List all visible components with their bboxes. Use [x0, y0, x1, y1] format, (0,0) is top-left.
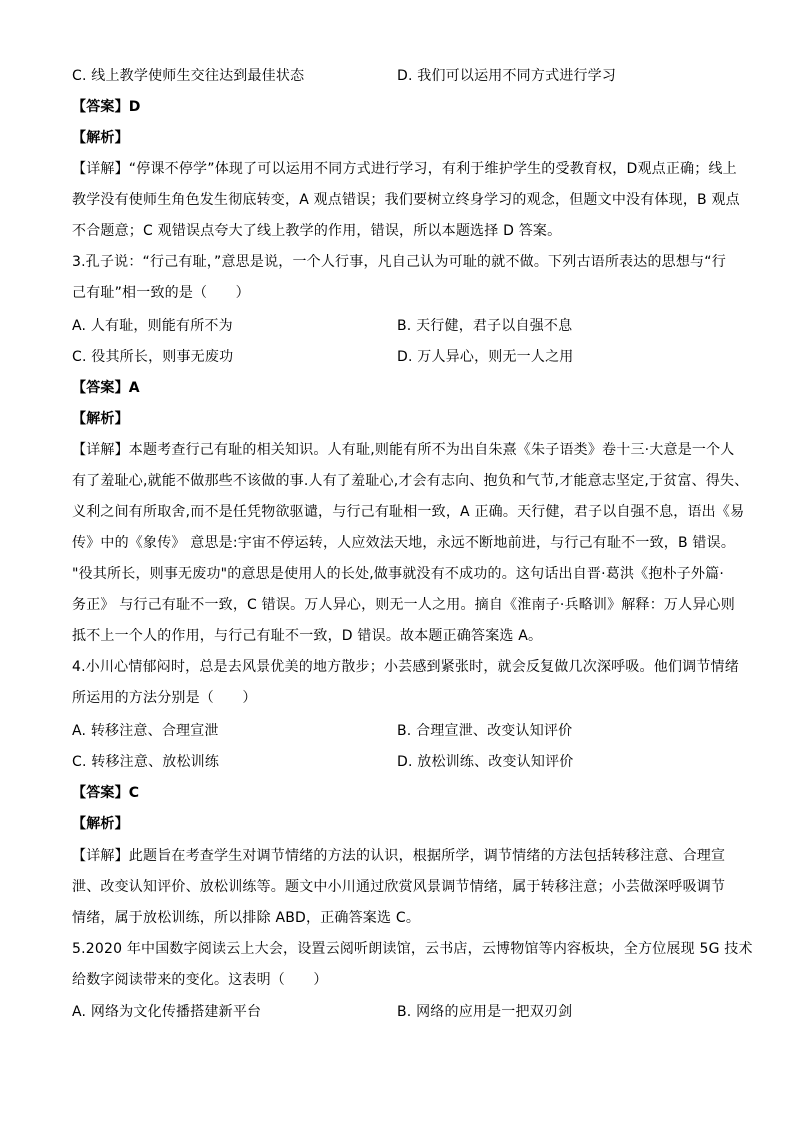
question-stem: 己有耻”相一致的是（ ） — [72, 285, 250, 301]
option-c: C. 转移注意、放松训练 — [72, 754, 220, 770]
answer-label: 【答案】D — [72, 99, 141, 115]
question-stem: 给数字阅读带来的变化。这表明（ ） — [72, 972, 328, 988]
question-stem: 5.2020 年中国数字阅读云上大会，设置云阅听朗读馆，云书店，云博物馆等内容板块，全方位展现 5G 技术 — [72, 941, 753, 957]
question-stem: 4.小川心情郁闷时，总是去风景优美的地方散步；小芸感到紧张时，就会反复做几次深呼吸。他们调节情绪 — [72, 659, 739, 675]
detail-line: 务正》 与行己有耻不一致，C 错误。万人异心，则无一人之用。摘自《淮南子·兵略训》解释：万人异心则 — [72, 597, 735, 613]
option-a: A. 人有耻，则能有所不为 — [72, 318, 233, 334]
question-stem: 3.孔子说：“行己有耻，”意思是说，一个人行事，凡自己认为可耻的就不做。下列古语所表达的思想与“行 — [72, 254, 726, 270]
option-b: B. 天行健，君子以自强不息 — [397, 318, 573, 334]
answer-label: 【答案】A — [72, 380, 140, 396]
option-c: C. 役其所长，则事无废功 — [72, 349, 234, 365]
detail-line: 【详解】“停课不停学”体现了可以运用不同方式进行学习，有利于维护学生的受教育权，D观点正确；线上 — [72, 161, 737, 177]
option-d: D. 我们可以运用不同方式进行学习 — [397, 68, 617, 84]
answer-label: 【答案】C — [72, 785, 140, 801]
analysis-label: 【解析】 — [72, 411, 129, 427]
detail-line: 【详解】本题考查行己有耻的相关知识。人有耻,则能有所不为出自朱熹《朱子语类》卷十三·大意是一个人 — [72, 442, 735, 458]
detail-line: 【详解】此题旨在考查学生对调节情绪的方法的认识，根据所学，调节情绪的方法包括转移注意、合理宣 — [72, 848, 726, 864]
detail-line: 抵不上一个人的作用，与行己有耻不一致，D 错误。故本题正确答案选 A。 — [72, 628, 543, 644]
question-stem: 所运用的方法分别是（ ） — [72, 690, 257, 706]
option-c: C. 线上教学使师生交往达到最佳状态 — [72, 68, 305, 84]
detail-line: 情绪，属于放松训练，所以排除 ABD，正确答案选 C。 — [72, 910, 421, 926]
option-b: B. 网络的应用是一把双刃剑 — [397, 1004, 573, 1020]
analysis-label: 【解析】 — [72, 816, 129, 832]
detail-line: 有了羞耻心,就能不做那些不该做的事.人有了羞耻心,才会有志向、抱负和气节,才能意志坚定,于贫富、得失、 — [72, 473, 749, 489]
detail-line: 教学没有使师生角色发生彻底转变，A 观点错误；我们要树立终身学习的观念，但题文中没有体现，B 观点 — [72, 192, 740, 208]
option-d: D. 万人异心，则无一人之用 — [397, 349, 574, 365]
detail-line: 义利之间有所取舍,而不是任凭物欲驱谴，与行己有耻相一致，A 正确。天行健，君子以自强不息，语出《易 — [72, 504, 745, 520]
option-a: A. 网络为文化传播搭建新平台 — [72, 1004, 262, 1020]
detail-line: 传》中的《象传》 意思是:宇宙不停运转，人应效法天地，永远不断地前进，与行己有耻不一致，B 错误。 — [72, 535, 736, 551]
analysis-label: 【解析】 — [72, 130, 129, 146]
detail-line: 泄、改变认知评价、放松训练等。题文中小川通过欣赏风景调节情绪，属于转移注意；小芸做深呼吸调节 — [72, 879, 726, 895]
detail-line: 不合题意；C 观错误点夸大了线上教学的作用，错误，所以本题选择 D 答案。 — [72, 223, 562, 239]
option-b: B. 合理宣泄、改变认知评价 — [397, 723, 573, 739]
option-d: D. 放松训练、改变认知评价 — [397, 754, 574, 770]
detail-line: "役其所长，则事无废功"的意思是使用人的长处,做事就没有不成功的。这句话出自晋·葛洪《抱朴子外篇· — [72, 566, 725, 582]
option-a: A. 转移注意、合理宣泄 — [72, 723, 219, 739]
